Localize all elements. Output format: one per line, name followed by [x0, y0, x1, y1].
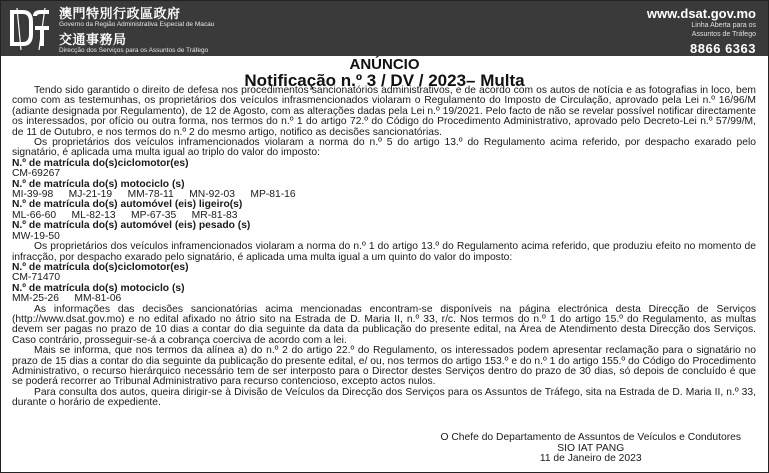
website-url: www.dsat.gov.mo — [646, 6, 756, 21]
org-name-pt-1: Governo da Região Administrativa Especial de Macau — [59, 21, 215, 28]
signature-date: 11 de Janeiro de 2023 — [539, 453, 642, 465]
paragraph-5: Mais se informa, que nos termos da alínea a) do n.º 2 do artigo 22.º do Regulamento, os interessados podem apresentar reclamação para o signatário no prazo de 15 dias a contar do dia seguinte da publicação do presente edital, e/ ou, nos termos do artigo 153.º e do n.º 1 do artigo 155.º do Código do Procedimento Administrativo, o recurso hierárquico necessário tem de ser interposto para o Director destes Serviços dentro do prazo de 30 dias, só depois de concluído é que se poderá recorrer ao Tribunal Administrativo para recurso contencioso, excepto actos nulos. — [12, 345, 756, 388]
plates-ciclomotor-2: CM-71470 — [12, 272, 61, 284]
org-name-cn-1: 澳門特別行政區政府 — [59, 6, 181, 21]
paragraph-6: Para consulta dos autos, queira dirigir-se à Divisão de Veículos da Direcção dos Serviços para os Assuntos de Tráfego, sita na Estrada de D. Maria II, n.º 33, durante o horário de expediente. — [12, 386, 756, 409]
heading-motociclo-2: N.º de matrícula do(s) motociclo (s) — [12, 282, 185, 294]
paragraph-1: Tendo sido garantido o direito de defesa nos procedimentos sancionatórios administrativos, e de acordo com os autos de notícia e as fotografias in loco, bem como com as testemunhas, os proprietários dos veículos infrasmencionados violaram o Regulamento do Imposto de Circulação, aprovado pela Lei n.º 16/96/M (adiante designada por Regulamento), de 12 de Agosto, com as alterações dadas pela Lei n.º 19/2021. Pelo facto de não se revelar possível notificar directamente os interessados, por ofício ou outra forma, nos termos do n.º 1 do artigo 72.º do Código do Procedimento Administrativo, aprovado pelo Decreto-Lei n.º 57/99/M, de 11 de Outubro, e nos termos do n.º 2 do mesmo artigo, notifico as decisões sancionatórias. — [12, 85, 756, 138]
plates-pesado: MW-19-50 — [12, 230, 60, 242]
notice-body — [12, 86, 756, 409]
plates-ciclomotor-1: CM-69267 — [12, 168, 61, 180]
heading-pesado: N.º de matrícula do(s) automóvel (eis) pesado (s) — [12, 220, 251, 232]
heading-ciclomotor-1: N.º de matrícula do(s)ciclomotor(es) — [12, 157, 189, 169]
header-bar — [1, 1, 768, 56]
org-name-pt-2: Direcção dos Serviços para os Assuntos de Tráfego — [59, 47, 209, 54]
signatory-role: O Chefe do Departamento de Assuntos de Veículos e Condutores — [440, 432, 741, 443]
plates-ligeiro: ML-66-60 ML-82-13 MP-67-35 MR-81-83 — [12, 209, 238, 221]
hotline-label-2: Assuntos de Tráfego — [691, 31, 756, 38]
signature-block — [440, 433, 741, 465]
paragraph-4: As informações das decisões sancionatórias acima mencionadas encontram-se disponíveis na página electrónica desta Direcção de Serviços (http://www.dsat.gov.mo) e no edital afixado no átrio sito na Estrada de D. Maria II, n.º 33, r/c. Nos termos do n.º 1 do artigo 15.º do Regulamento, as multas devem ser pagas no prazo de 10 dias a contar do dia seguinte da data da publicação do presente edital, na Área de Atendimento desta Direcção dos Serviços. Caso contrário, prosseguir-se-á a cobrança coerciva de acordo com a lei. — [12, 303, 756, 346]
dsat-logo-icon — [9, 6, 53, 50]
heading-ligeiro: N.º de matrícula do(s) automóvel (eis) ligeiro(s) — [12, 199, 243, 211]
plates-motociclo-1: MI-39-98 MJ-21-19 MM-78-11 MN-92-03 MP-81-16 — [12, 189, 296, 201]
paragraph-3: Os proprietários dos veículos inframencionados violaram a norma do n.º 1 do artigo 13.º do Regulamento acima referido, que produziu efeito no momento de infracção, por despacho exarado pelo signatário, é aplicada uma multa igual a um quinto do valor do imposto: — [12, 241, 756, 263]
signatory-name: SIO IAT PANG — [557, 442, 625, 454]
heading-ciclomotor-2: N.º de matrícula do(s)ciclomotor(es) — [12, 261, 189, 273]
paragraph-2: Os proprietários dos veículos inframencionados violaram a norma do n.º 5 do artigo 13.º do Regulamento acima referido, por despacho exarado pelo signatário, é aplicada uma multa igual ao triplo do valor do imposto: — [12, 137, 756, 159]
plates-motociclo-2: MM-25-26 MM-81-06 — [12, 293, 122, 305]
notice-title: ANÚNCIO — [349, 56, 420, 73]
hotline-label-1: Linha Aberta para os — [691, 22, 756, 29]
org-name-cn-2: 交通事務局 — [59, 32, 127, 47]
heading-motociclo-1: N.º de matrícula do(s) motociclo (s) — [12, 178, 185, 190]
notice-subtitle: Notificação n.º 3 / DV / 2023– Multa — [244, 71, 525, 90]
hotline-phone: 8866 6363 — [690, 41, 756, 56]
